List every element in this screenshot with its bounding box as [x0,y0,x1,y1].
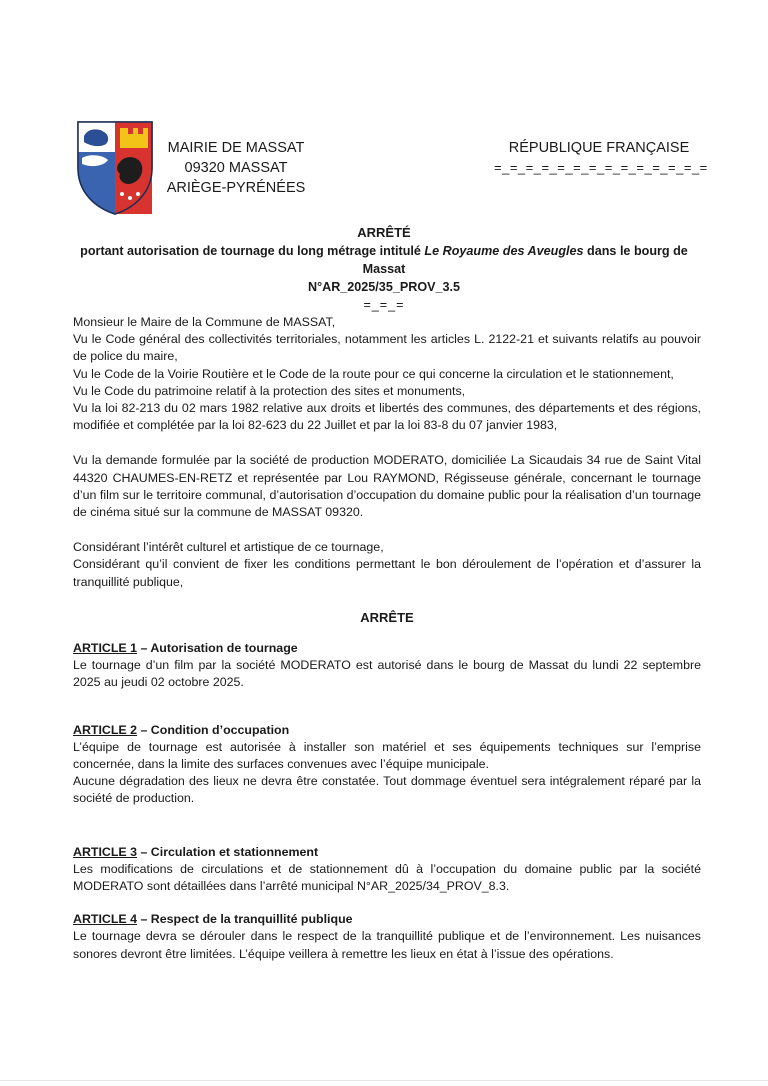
mairie-postcode: 09320 MASSAT [184,160,288,176]
preamble-vu-loi: Vu la loi 82-213 du 02 mars 1982 relative aux droits et libertés des communes, des départements et des régions, modifiée et complétée par la loi 82-623 du 22 Juillet et par la loi 83-8 du 07 janvier 1983, [73,401,701,433]
arrete-subtitle [70,242,698,278]
coat-of-arms-icon [74,118,156,216]
preamble-maire: Monsieur le Maire de la Commune de MASSAT, [73,315,336,329]
preamble-vu-cgct: Vu le Code général des collectivités territoriales, notamment les articles L. 2122-21 et suivants relatifs au pouvoir de police du maire, [73,332,701,364]
article-4 [73,911,701,963]
article-title: – Circulation et stationnement [137,844,319,859]
article-paragraph: Le tournage devra se dérouler dans le respect de la tranquillité publique et de l’environnement. Les nuisances sonores devront être limitées. L’équipe veillera à remettre les lieux en état à l’issue des opérations. [73,929,701,961]
article-paragraph: Aucune dégradation des lieux ne devra être constatée. Tout dommage éventuel sera intégralement réparé par la société de production. [73,774,701,806]
preamble-vu-patrimoine: Vu le Code du patrimoine relatif à la protection des sites et monuments, [73,383,466,398]
film-title: Le Royaume des Aveugles [424,244,584,258]
mairie-address [166,138,306,198]
article-title: – Autorisation de tournage [137,641,298,656]
document-body [73,314,701,963]
republique-separator: =_=_=_=_=_=_=_=_=_=_=_=_=_= [494,160,708,175]
arrete-number: N°AR_2025/35_PROV_3.5 [307,280,461,294]
article-number: ARTICLE 1 [73,641,138,656]
article-paragraph: L’équipe de tournage est autorisée à installer son matériel et ses équipements techniques sur l’emprise concernée, dans la limite des surfaces convenues avec l’équipe municipale. [73,739,701,772]
republique-francaise: RÉPUBLIQUE FRANÇAISE [508,140,690,156]
subtitle-text-before: portant autorisation de tournage du long métrage intitulé [80,244,425,258]
subtitle-text-after: dans le bourg de Massat [362,244,688,276]
mairie-name: MAIRIE DE MASSAT [167,140,305,156]
article-number: ARTICLE 2 [73,722,138,737]
page-bottom-edge [0,1080,768,1081]
article-heading [73,911,701,928]
article-3 [73,844,701,896]
article-number: ARTICLE 3 [73,844,138,859]
arrete-title-block [70,224,698,314]
republique-block [494,138,708,178]
mairie-region: ARIÈGE-PYRÉNÉES [166,180,306,196]
article-1 [73,640,701,692]
article-heading [73,844,701,861]
article-heading [73,722,701,739]
title-separator: =_=_= [363,298,405,312]
preamble-vu-demande: Vu la demande formulée par la société de production MODERATO, domiciliée La Sicaudais 34 rue de Saint Vital 44320 CHAUMES-EN-RETZ et représentée par Lou RAYMOND, Régisseuse générale, concernant le tournage d’un film sur le territoire communal, d’autorisation d’occupation du domaine public pour la réalisation d’un tournage de cinéma situé sur la commune de MASSAT 09320. [73,453,701,520]
article-number: ARTICLE 4 [73,912,138,927]
preamble-considerant-1: Considérant l’intérêt culturel et artistique de ce tournage, [73,540,384,555]
article-heading [73,640,701,657]
article-title: – Condition d’occupation [137,722,290,737]
arrete-decision-heading: ARRÊTE [360,609,414,625]
preamble-vu-voirie: Vu le Code de la Voirie Routière et le Code de la route pour ce qui concerne la circulation et le stationnement, [73,366,674,381]
arrete-heading: ARRÊTÉ [357,225,411,240]
article-2 [73,722,701,808]
article-paragraph: Les modifications de circulations et de stationnement dû à l’occupation du domaine public par la société MODERATO sont détaillées dans l’arrêté municipal N°AR_2025/34_PROV_8.3. [73,861,701,894]
preamble-considerant-2: Considérant qu’il convient de fixer les conditions permettant le bon déroulement de l’opération et d’assurer la tranquillité publique, [73,557,701,589]
article-paragraph: Le tournage d’un film par la société MODERATO est autorisé dans le bourg de Massat du lundi 22 septembre 2025 au jeudi 02 octobre 2025. [73,658,701,690]
article-title: – Respect de la tranquillité publique [137,912,353,927]
